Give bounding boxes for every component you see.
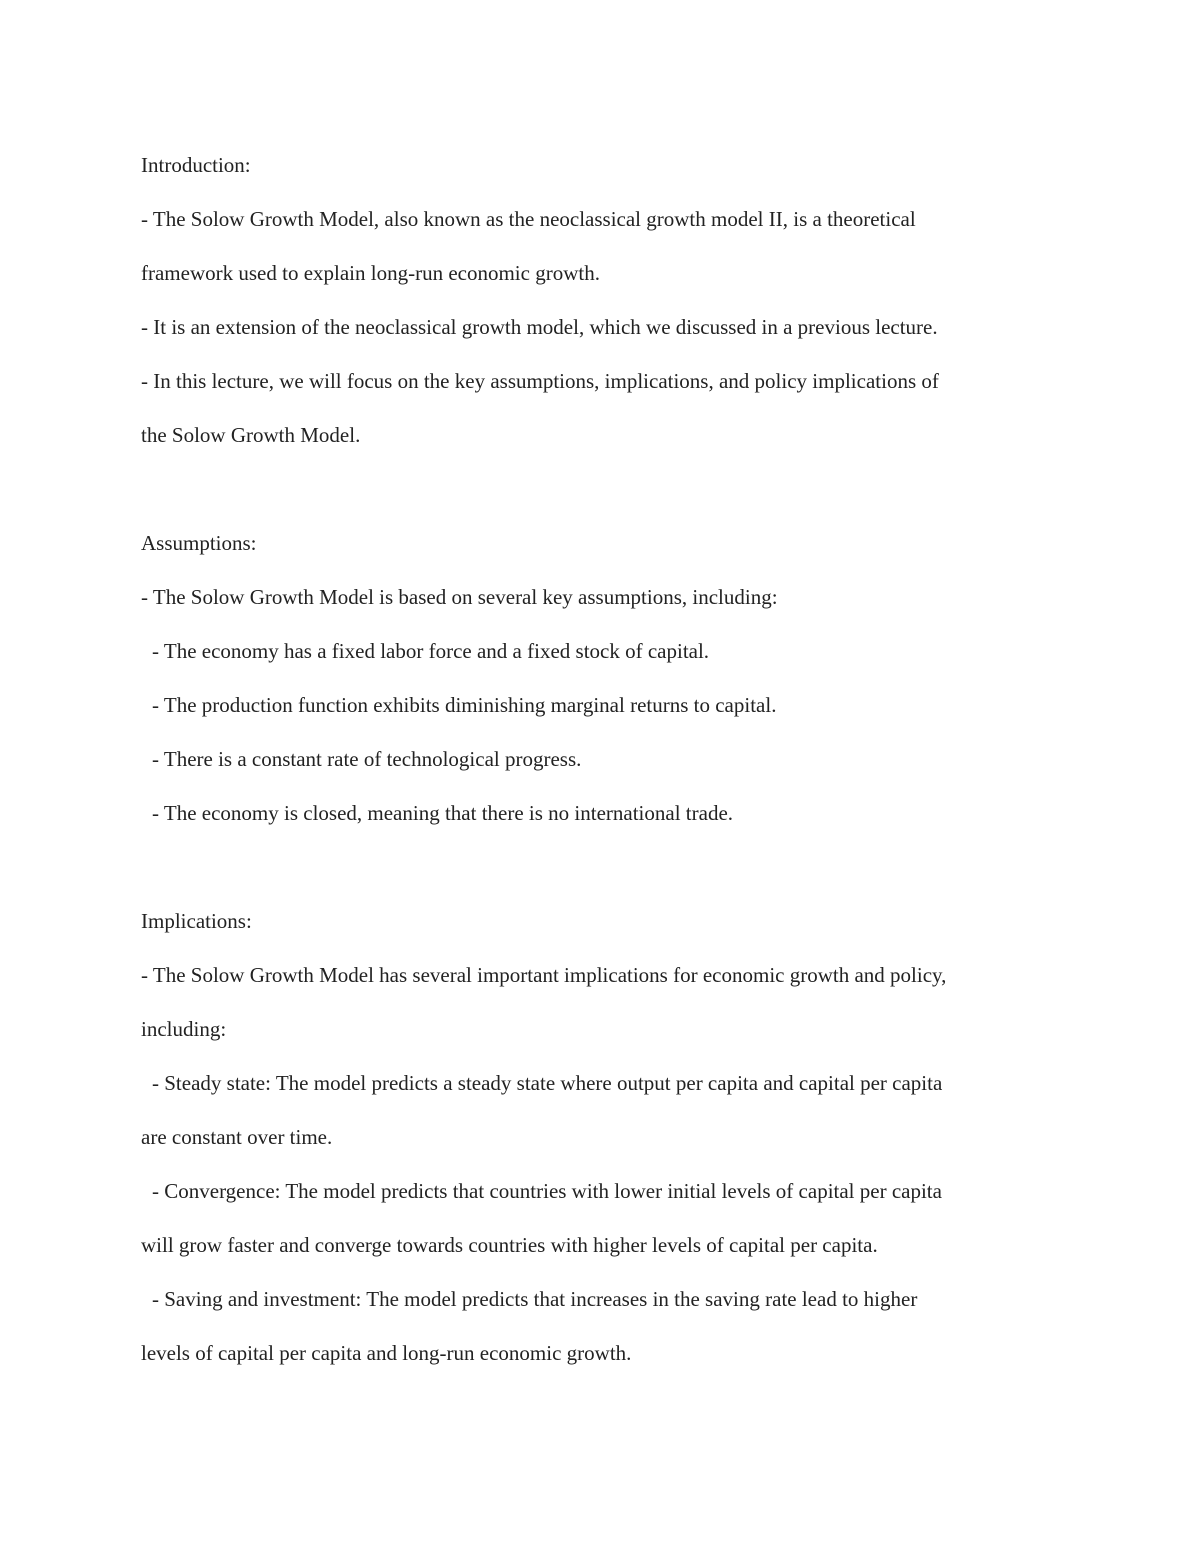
- paragraph-line: including:: [141, 1017, 227, 1041]
- paragraph-line: framework used to explain long-run economic growth.: [141, 261, 600, 285]
- paragraph-line: will grow faster and converge towards countries with higher levels of capital per capita.: [141, 1233, 878, 1257]
- sub-bullet-line: - The economy is closed, meaning that there is no international trade.: [152, 801, 734, 825]
- section-heading-introduction: Introduction:: [141, 153, 251, 177]
- paragraph-line: are constant over time.: [141, 1125, 333, 1149]
- section-spacer: [141, 462, 1061, 516]
- sub-bullet-line: - The economy has a fixed labor force and a fixed stock of capital.: [152, 639, 710, 663]
- paragraph-line: the Solow Growth Model.: [141, 423, 361, 447]
- paragraph-line: - It is an extension of the neoclassical growth model, which we discussed in a previous lecture.: [141, 315, 938, 339]
- sub-bullet-line: - There is a constant rate of technological progress.: [152, 747, 582, 771]
- sub-bullet-line: - Convergence: The model predicts that countries with lower initial levels of capital per capita: [152, 1179, 942, 1203]
- section-heading-assumptions: Assumptions:: [141, 531, 257, 555]
- document-body: [141, 138, 1061, 1380]
- sub-bullet-line: - Steady state: The model predicts a steady state where output per capita and capital per capita: [152, 1071, 943, 1095]
- sub-bullet-line: - The production function exhibits diminishing marginal returns to capital.: [152, 693, 777, 717]
- paragraph-line: - The Solow Growth Model is based on several key assumptions, including:: [141, 585, 778, 609]
- paragraph-line: - In this lecture, we will focus on the key assumptions, implications, and policy implications of: [141, 369, 939, 393]
- paragraph-line: - The Solow Growth Model, also known as the neoclassical growth model II, is a theoretical: [141, 207, 916, 231]
- section-spacer: [141, 840, 1061, 894]
- section-heading-implications: Implications:: [141, 909, 252, 933]
- sub-bullet-line: - Saving and investment: The model predicts that increases in the saving rate lead to higher: [152, 1287, 918, 1311]
- paragraph-line: - The Solow Growth Model has several important implications for economic growth and policy,: [141, 963, 947, 987]
- paragraph-line: levels of capital per capita and long-run economic growth.: [141, 1341, 632, 1365]
